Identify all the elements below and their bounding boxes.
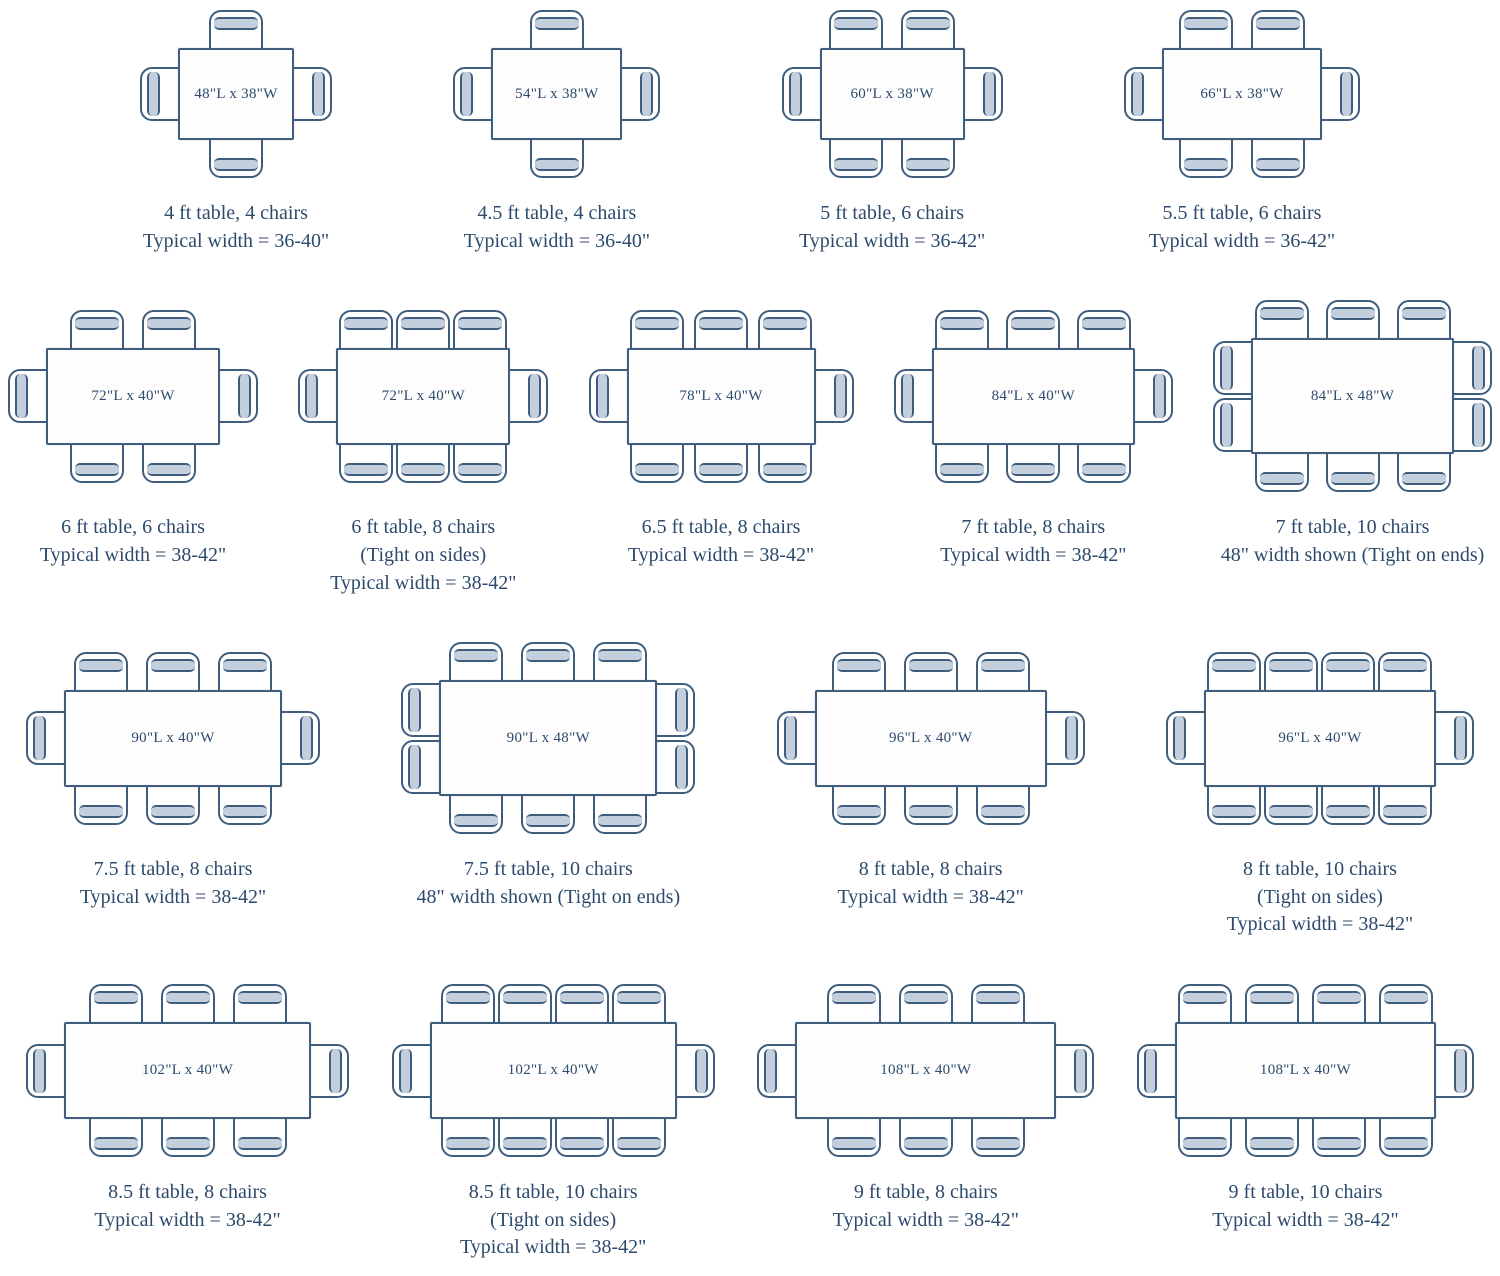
caption-line: 5.5 ft table, 6 chairs xyxy=(1162,202,1322,224)
caption xyxy=(94,1179,280,1234)
diagram-scene xyxy=(782,10,1003,178)
caption-line: 7.5 ft table, 8 chairs xyxy=(93,858,253,881)
diagram-scene xyxy=(1124,10,1360,178)
table-diagram xyxy=(8,300,258,569)
table-diagram xyxy=(589,300,854,569)
table-size-label: 108"L x 40"W xyxy=(880,1062,972,1079)
table-size-label: 78"L x 40"W xyxy=(679,387,763,404)
caption-line: 48" width shown (Tight on ends) xyxy=(416,885,681,908)
caption xyxy=(1221,514,1485,569)
caption-line: (Tight on sides) xyxy=(360,543,487,566)
caption xyxy=(417,856,681,911)
table-surface xyxy=(439,680,657,796)
caption xyxy=(330,514,516,597)
caption-line: 8.5 ft table, 10 chairs xyxy=(468,1181,638,1204)
table-surface xyxy=(1175,1022,1436,1119)
caption-line: Typical width = 38-42" xyxy=(832,1208,1019,1231)
caption-line: 4 ft table, 4 chairs xyxy=(164,202,308,224)
caption-line: Typical width = 38-42" xyxy=(330,571,517,594)
caption-line: Typical width = 38-42" xyxy=(627,543,815,566)
caption-line: Typical width = 38-42" xyxy=(837,885,1024,908)
caption-line: (Tight on sides) xyxy=(1257,885,1383,908)
diagram-row xyxy=(0,984,1500,1262)
table-size-label: 72"L x 40"W xyxy=(381,387,465,404)
table-diagram xyxy=(140,10,332,255)
caption-line: Typical width = 36-40" xyxy=(142,229,330,252)
table-diagram xyxy=(782,10,1003,255)
caption xyxy=(799,200,985,255)
table-size-label: 54"L x 38"W xyxy=(515,85,599,102)
diagram-row xyxy=(0,300,1500,597)
table-diagram xyxy=(1166,642,1474,939)
table-surface xyxy=(64,1022,311,1119)
table-size-label: 96"L x 40"W xyxy=(1278,729,1362,746)
caption xyxy=(940,514,1126,569)
table-size-label: 90"L x 48"W xyxy=(506,729,590,746)
table-diagram xyxy=(1213,300,1492,569)
caption-line: 8 ft table, 8 chairs xyxy=(858,858,1003,881)
caption-line: Typical width = 38-42" xyxy=(1226,913,1414,936)
table-surface xyxy=(795,1022,1056,1119)
table-diagram xyxy=(298,300,548,597)
table-surface xyxy=(46,348,220,445)
caption-line: 7 ft table, 8 chairs xyxy=(961,516,1106,539)
caption-line: Typical width = 38-42" xyxy=(79,885,267,908)
table-diagram xyxy=(894,300,1173,569)
caption-line: 48" width shown (Tight on ends) xyxy=(1220,543,1485,566)
caption-line: 6 ft table, 6 chairs xyxy=(61,516,205,539)
table-size-label: 48"L x 38"W xyxy=(194,85,278,102)
table-surface xyxy=(430,1022,677,1119)
caption xyxy=(460,1179,646,1262)
caption-line: 8.5 ft table, 8 chairs xyxy=(108,1181,267,1204)
table-diagram xyxy=(757,984,1094,1234)
caption-line: Typical width = 38-42" xyxy=(1212,1208,1399,1231)
diagram-scene xyxy=(1137,984,1474,1157)
caption-line: (Tight on sides) xyxy=(490,1208,617,1231)
table-size-label: 102"L x 40"W xyxy=(507,1062,599,1079)
table-size-label: 60"L x 38"W xyxy=(850,85,934,102)
caption xyxy=(464,200,650,255)
caption xyxy=(1149,200,1335,255)
caption-line: 6.5 ft table, 8 chairs xyxy=(641,516,801,539)
table-size-label: 108"L x 40"W xyxy=(1259,1062,1352,1079)
caption xyxy=(80,856,266,911)
caption-line: Typical width = 38-42" xyxy=(940,543,1127,566)
table-size-label: 102"L x 40"W xyxy=(141,1062,234,1079)
table-diagram xyxy=(777,642,1085,911)
table-surface xyxy=(1251,338,1454,454)
diagram-scene xyxy=(757,984,1094,1157)
diagram-scene xyxy=(1213,300,1492,492)
table-diagram xyxy=(26,642,320,911)
diagram-scene xyxy=(26,642,320,834)
caption xyxy=(833,1179,1019,1234)
table-surface xyxy=(178,48,294,140)
table-size-label: 66"L x 38"W xyxy=(1200,85,1284,102)
diagram-scene xyxy=(589,300,854,492)
table-surface xyxy=(1162,48,1322,140)
caption-line: Typical width = 38-42" xyxy=(94,1208,281,1231)
diagram-scene xyxy=(26,984,349,1157)
caption-line: Typical width = 36-40" xyxy=(463,229,650,252)
table-diagram xyxy=(401,642,695,911)
table-surface xyxy=(815,690,1047,787)
table-size-label: 84"L x 48"W xyxy=(1310,387,1395,404)
caption-line: Typical width = 36-42" xyxy=(798,229,986,252)
caption-line: Typical width = 36-42" xyxy=(1148,229,1336,252)
diagram-scene xyxy=(8,300,258,492)
table-surface xyxy=(491,48,622,140)
table-size-label: 90"L x 40"W xyxy=(131,729,215,746)
diagram-scene xyxy=(777,642,1085,834)
caption-line: 7.5 ft table, 10 chairs xyxy=(463,858,633,881)
caption-line: Typical width = 38-42" xyxy=(39,543,227,566)
caption-line: 9 ft table, 8 chairs xyxy=(853,1181,998,1204)
table-diagram xyxy=(1137,984,1474,1234)
diagram-row xyxy=(0,10,1500,255)
table-diagram xyxy=(26,984,349,1234)
caption xyxy=(1227,856,1413,939)
table-size-label: 84"L x 40"W xyxy=(991,387,1075,404)
caption xyxy=(40,514,226,569)
caption xyxy=(1212,1179,1398,1234)
table-surface xyxy=(64,690,282,787)
caption xyxy=(628,514,814,569)
table-diagram xyxy=(392,984,715,1262)
table-surface xyxy=(820,48,965,140)
table-size-label: 72"L x 40"W xyxy=(91,387,175,404)
table-diagram xyxy=(1124,10,1360,255)
table-surface xyxy=(1204,690,1436,787)
caption-line: Typical width = 38-42" xyxy=(459,1236,647,1259)
diagram-scene xyxy=(1166,642,1474,834)
caption-line: 8 ft table, 10 chairs xyxy=(1243,858,1397,881)
caption-line: 4.5 ft table, 4 chairs xyxy=(477,202,637,224)
caption-line: 7 ft table, 10 chairs xyxy=(1275,516,1430,539)
diagram-scene xyxy=(298,300,548,492)
diagram-scene xyxy=(392,984,715,1157)
diagram-scene xyxy=(894,300,1173,492)
caption-line: 5 ft table, 6 chairs xyxy=(820,202,965,224)
diagram-scene xyxy=(140,10,332,178)
table-size-label: 96"L x 40"W xyxy=(889,729,973,746)
table-surface xyxy=(336,348,510,445)
table-diagram xyxy=(453,10,660,255)
caption-line: 9 ft table, 10 chairs xyxy=(1228,1181,1383,1204)
table-surface xyxy=(627,348,816,445)
table-surface xyxy=(932,348,1135,445)
caption xyxy=(837,856,1023,911)
diagram-row xyxy=(0,642,1500,939)
caption xyxy=(143,200,329,255)
diagram-scene xyxy=(453,10,660,178)
diagram-scene xyxy=(401,642,695,834)
caption-line: 6 ft table, 8 chairs xyxy=(351,516,496,539)
